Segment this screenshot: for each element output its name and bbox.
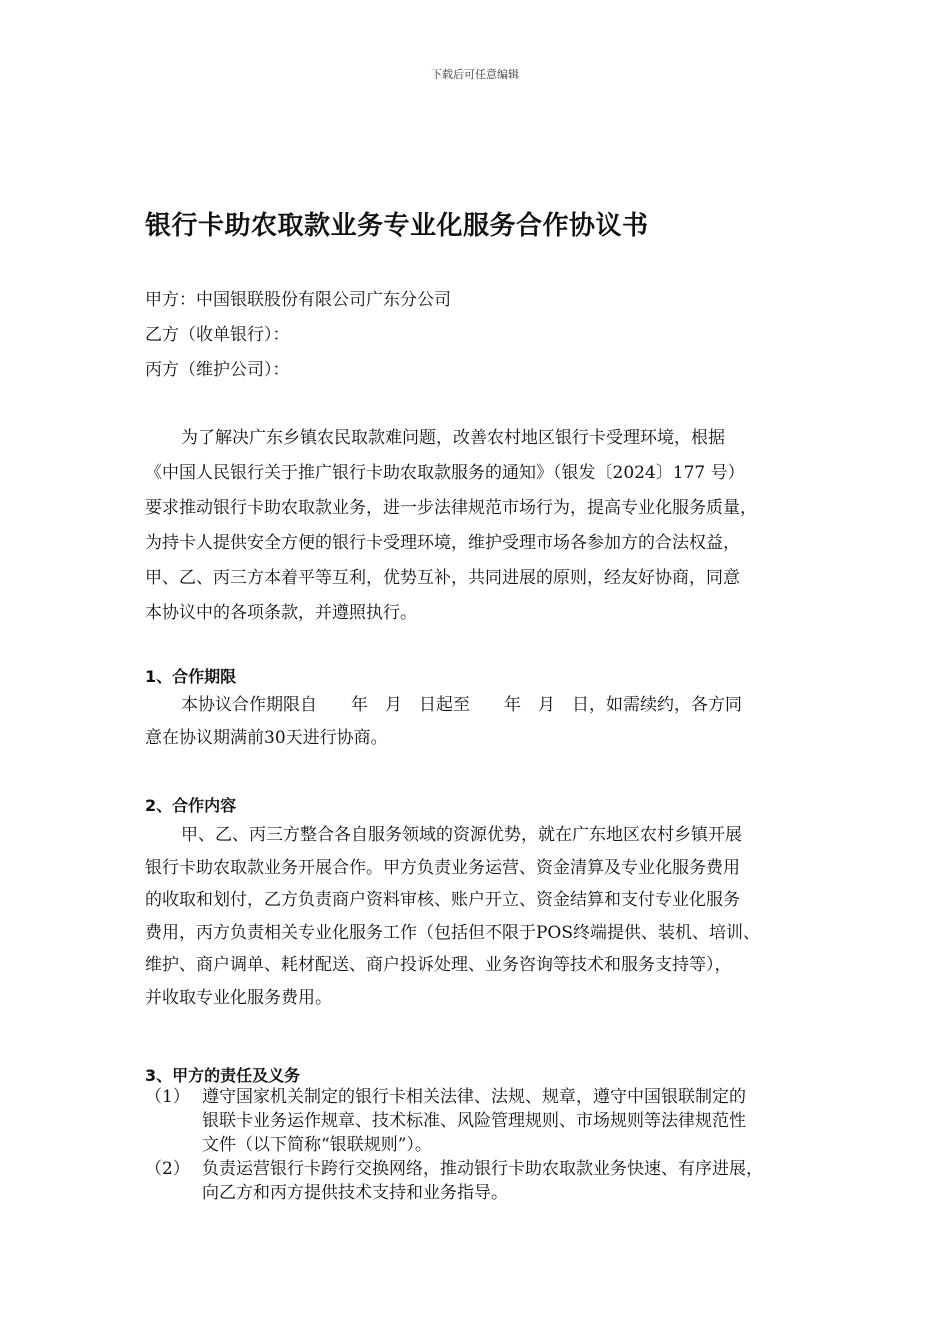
list-item-line: 负责运营银行卡跨行交换网络，推动银行卡助农取款业务快速、有序进展， — [202, 1159, 763, 1179]
intro-line: 为了解决广东乡镇农民取款难问题，改善农村地区银行卡受理环境，根据 — [181, 428, 725, 448]
list-item-line: 文件（以下简称“银联规则”）。 — [202, 1135, 432, 1155]
intro-line: 为持卡人提供安全方便的银行卡受理环境，维护受理市场各参加方的合法权益， — [145, 533, 740, 553]
section-1-line: 本协议合作期限自 年 月 日起至 年 月 日，如需续约，各方同 — [181, 695, 742, 715]
section-3-heading: 3、甲方的责任及义务 — [145, 1066, 301, 1085]
parties-block — [145, 283, 451, 388]
intro-line: 要求推动银行卡助农取款业务，进一步法律规范市场行为，提高专业化服务质量， — [145, 498, 757, 518]
list-item — [145, 1085, 835, 1157]
list-item-line: 遵守国家机关制定的银行卡相关法律、法规、规章，遵守中国银联制定的 — [202, 1087, 746, 1107]
section-2-heading: 2、合作内容 — [145, 796, 237, 815]
intro-line: 本协议中的各项条款，并遵照执行。 — [145, 603, 417, 623]
list-item-number: （2） — [145, 1159, 190, 1179]
section-2-line: 并收取专业化服务费用。 — [145, 987, 332, 1008]
section-2-line: 的收取和划付，乙方负责商户资料审核、账户开立、资金结算和支付专业化服务 — [145, 890, 740, 910]
list-item — [145, 1157, 835, 1205]
section-1-body — [145, 689, 835, 754]
section-2-line: 银行卡助农取款业务开展合作。甲方负责业务运营、资金清算及专业化服务费用 — [145, 857, 740, 878]
section-2-line: 维护、商户调单、耗材配送、商户投诉处理、业务咨询等技术和服务支持等）， — [145, 955, 732, 975]
section-1-line: 意在协议期满前30天进行协商。 — [145, 727, 388, 748]
header-note: 下载后可任意编辑 — [431, 68, 519, 81]
party-c: 丙方（维护公司）： — [145, 360, 290, 380]
section-2-line: 甲、乙、丙三方整合各自服务领域的资源优势，就在广东地区农村乡镇开展 — [181, 825, 742, 845]
list-item-line: 向乙方和丙方提供技术支持和业务指导。 — [202, 1183, 508, 1203]
list-item-text — [202, 1157, 835, 1205]
intro-paragraph — [145, 421, 825, 631]
list-item-line: 银联卡业务运作规章、技术标准、风险管理规则、市场规则等法律规范性 — [202, 1111, 746, 1131]
party-b: 乙方（收单银行）： — [145, 325, 290, 345]
section-1-heading: 1、合作期限 — [145, 667, 237, 686]
section-3-list — [145, 1085, 835, 1205]
list-item-text — [202, 1085, 835, 1157]
party-a: 甲方：中国银联股份有限公司广东分公司 — [145, 290, 451, 310]
section-2-body — [145, 819, 835, 1014]
intro-line: 《中国人民银行关于推广银行卡助农取款服务的通知》（银发〔2024〕177 号） — [145, 463, 745, 483]
document-title: 银行卡助农取款业务专业化服务合作协议书 — [145, 211, 649, 241]
section-2-line: 费用，丙方负责相关专业化服务工作（包括但不限于POS终端提供、装机、培训、 — [145, 922, 761, 943]
intro-line: 甲、乙、丙三方本着平等互利，优势互补，共同进展的原则，经友好协商，同意 — [145, 568, 740, 588]
list-item-number: （1） — [145, 1087, 190, 1107]
